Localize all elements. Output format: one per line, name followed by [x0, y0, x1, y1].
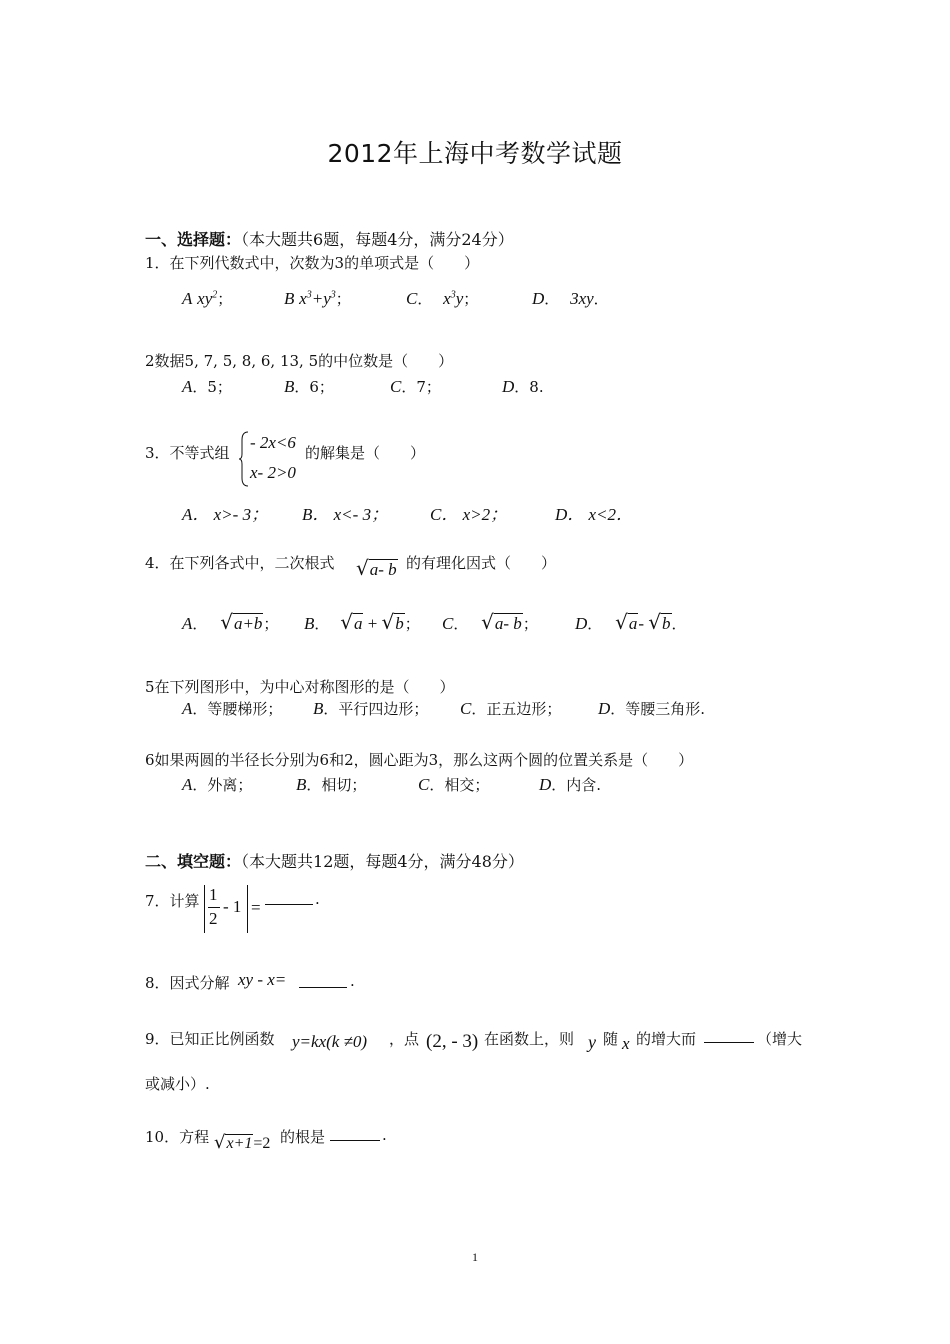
q1-option-b: B $x^3+y^3$；	[284, 289, 351, 308]
q3-option-b	[302, 500, 388, 525]
q1-option-c: C． $x^3y$；	[406, 289, 479, 308]
q6-option-a	[182, 774, 252, 795]
brace-icon	[238, 430, 250, 488]
radicand: a- b	[369, 560, 397, 579]
question-6-stem: 6如果两圆的半径长分别为6和2，圆心距为3，那么这两个圆的位置关系是（ ）	[145, 751, 694, 769]
option-text: ．等腰梯形；	[192, 700, 283, 718]
page-number: 1	[472, 1250, 478, 1264]
q10-equals: =2	[253, 1135, 271, 1152]
q4-option-c: C． √a- b；	[442, 610, 538, 634]
q10-suffix: 的根是	[280, 1128, 326, 1146]
option-text: ．等腰三角形.	[610, 700, 706, 718]
radicand: x+1	[226, 1135, 253, 1152]
option-label: D	[598, 699, 611, 718]
option-end: ；	[404, 615, 420, 633]
q7-answer-blank[interactable]	[265, 904, 313, 905]
q6-option-c	[418, 774, 489, 795]
option-label: A	[182, 289, 193, 308]
q6-option-d	[539, 774, 601, 795]
q3-option-d	[555, 500, 633, 525]
q10-end: .	[382, 1126, 387, 1144]
q5-option-d	[598, 698, 705, 719]
option-label: D	[502, 377, 515, 396]
q9-function: y=kx(k ≠0)	[292, 1032, 368, 1051]
question-1-stem: 1．在下列代数式中，次数为3的单项式是（ ）	[145, 254, 480, 272]
option-end: ；	[263, 615, 279, 633]
option-text: ． x<2．	[567, 505, 634, 524]
option-label: D	[539, 775, 552, 794]
option-text: ．5；	[192, 378, 232, 396]
option-label: A	[182, 775, 193, 794]
q5-option-c	[460, 698, 561, 719]
option-label: D	[532, 289, 545, 308]
option-expr: a- b	[494, 614, 522, 633]
option-text: ．外离；	[192, 776, 253, 794]
option-label: D	[575, 614, 588, 633]
sqrt-icon: √	[648, 610, 661, 634]
option-label: C	[460, 699, 472, 718]
option-label: A	[182, 377, 193, 396]
inequality-line-2: x- 2>0	[250, 463, 296, 482]
question-5-stem: 5在下列图形中，为中心对称图形的是（ ）	[145, 678, 455, 696]
option-label: A	[182, 614, 193, 633]
question-10-prefix: 10．方程	[145, 1128, 210, 1146]
option-label: B	[302, 505, 313, 524]
section-1-note: （本大题共6题，每题4分，满分24分）	[241, 230, 514, 249]
q5-option-b	[313, 698, 428, 719]
absolute-value-bars	[204, 885, 248, 933]
question-8-prefix: 8．因式分解	[145, 974, 230, 992]
option-text: ．平行四边形；	[323, 700, 429, 718]
section-2-note: （本大题共12题，每题4分，满分48分）	[241, 852, 524, 871]
q8-expr: xy - x=	[238, 970, 287, 989]
question-3-suffix: 的解集是（ ）	[305, 444, 426, 462]
q7-equals: =	[251, 898, 261, 917]
q9-mid1: ，点	[389, 1030, 420, 1048]
option-text: ． x>- 3；	[192, 505, 269, 524]
q2-option-c	[390, 376, 441, 397]
section-2-heading	[145, 849, 524, 872]
option-label: A	[182, 699, 193, 718]
q9-answer-blank[interactable]	[704, 1042, 754, 1043]
page-title: 2012年上海中考数学试题	[327, 139, 623, 168]
option-text: ．6；	[294, 378, 334, 396]
q9-x: x	[622, 1034, 630, 1053]
q9-tail: （增大	[757, 1030, 803, 1048]
option-text: ．内含.	[551, 776, 602, 794]
option-label: C	[406, 289, 418, 308]
q7-end: .	[315, 890, 320, 908]
option-text: ．相切；	[306, 776, 367, 794]
option-label: B	[313, 699, 324, 718]
option-end: ；	[522, 615, 538, 633]
sqrt-icon: √	[220, 610, 233, 634]
q6-option-b	[296, 774, 366, 795]
option-label: D	[555, 505, 568, 524]
q9-line-2: 或减小）.	[145, 1075, 210, 1093]
option-expr: a+b	[233, 614, 263, 633]
option-text: ．7；	[401, 378, 441, 396]
q9-y: y	[588, 1032, 596, 1052]
option-label: A	[182, 505, 193, 524]
sqrt-icon: √	[356, 556, 369, 580]
inequality-line-1: - 2x<6	[250, 433, 296, 452]
option-text: ． x<- 3；	[312, 505, 389, 524]
q8-answer-blank[interactable]	[299, 987, 347, 988]
question-7-prefix: 7．计算	[145, 892, 200, 910]
question-3-prefix: 3．不等式组	[145, 444, 230, 462]
q9-mid4: 的增大而	[636, 1030, 697, 1048]
section-1-heading	[145, 227, 514, 250]
q1-option-d: D． 3xy．	[532, 289, 609, 308]
question-2-stem: 2数据5, 7, 5, 8, 6, 13, 5的中位数是（ ）	[145, 352, 454, 370]
option-label: C	[390, 377, 402, 396]
sqrt-icon: √	[381, 610, 395, 634]
option-label: B	[304, 614, 315, 633]
fraction-bar	[208, 907, 220, 908]
q4-option-d: D． √a- √b．	[575, 610, 687, 634]
option-label: C	[430, 505, 442, 524]
q3-option-c	[430, 500, 507, 525]
option-text: ． x>2；	[441, 505, 508, 524]
q4-option-a: A． √a+b；	[182, 610, 279, 634]
option-text: ．相交；	[429, 776, 490, 794]
option-label: B	[284, 377, 295, 396]
q10-answer-blank[interactable]	[330, 1140, 380, 1141]
option-label: C	[418, 775, 430, 794]
option-label: B	[284, 289, 295, 308]
q8-end: .	[350, 972, 355, 990]
q4-option-b: B． √a + √b；	[304, 610, 420, 634]
option-text: ．8.	[514, 378, 544, 396]
q3-option-a	[182, 500, 268, 525]
option-label: B	[296, 775, 307, 794]
q9-mid2: 在函数上，则	[484, 1030, 575, 1048]
sqrt-icon: √	[340, 610, 353, 634]
sqrt-icon: √	[615, 610, 628, 634]
q1-option-a: A $xy^2$；	[182, 289, 233, 308]
option-label: C	[442, 614, 454, 633]
q10-radical	[214, 1132, 270, 1153]
q5-option-a	[182, 698, 282, 719]
q2-option-a	[182, 376, 232, 397]
q7-rest: - 1	[223, 897, 242, 916]
fraction-numerator: 1	[209, 885, 218, 904]
section-2-title: 二、填空题：	[145, 852, 242, 871]
option-text: ．正五边形；	[471, 700, 562, 718]
q9-mid3: 随	[603, 1030, 619, 1048]
section-1-title: 一、选择题：	[145, 230, 242, 249]
q9-point: (2, - 3)	[426, 1031, 479, 1052]
question-9-prefix: 9．已知正比例函数	[145, 1030, 275, 1048]
fraction-denominator: 2	[209, 909, 218, 928]
question-4-prefix: 4．在下列各式中，二次根式	[145, 554, 335, 572]
q2-option-b	[284, 376, 334, 397]
sqrt-icon: √	[214, 1132, 226, 1153]
q2-option-d	[502, 376, 544, 397]
sqrt-icon: √	[481, 610, 494, 634]
question-4-suffix: 的有理化因式（ ）	[406, 554, 557, 572]
q4-radical	[356, 556, 398, 580]
option-end: ．	[671, 615, 687, 633]
